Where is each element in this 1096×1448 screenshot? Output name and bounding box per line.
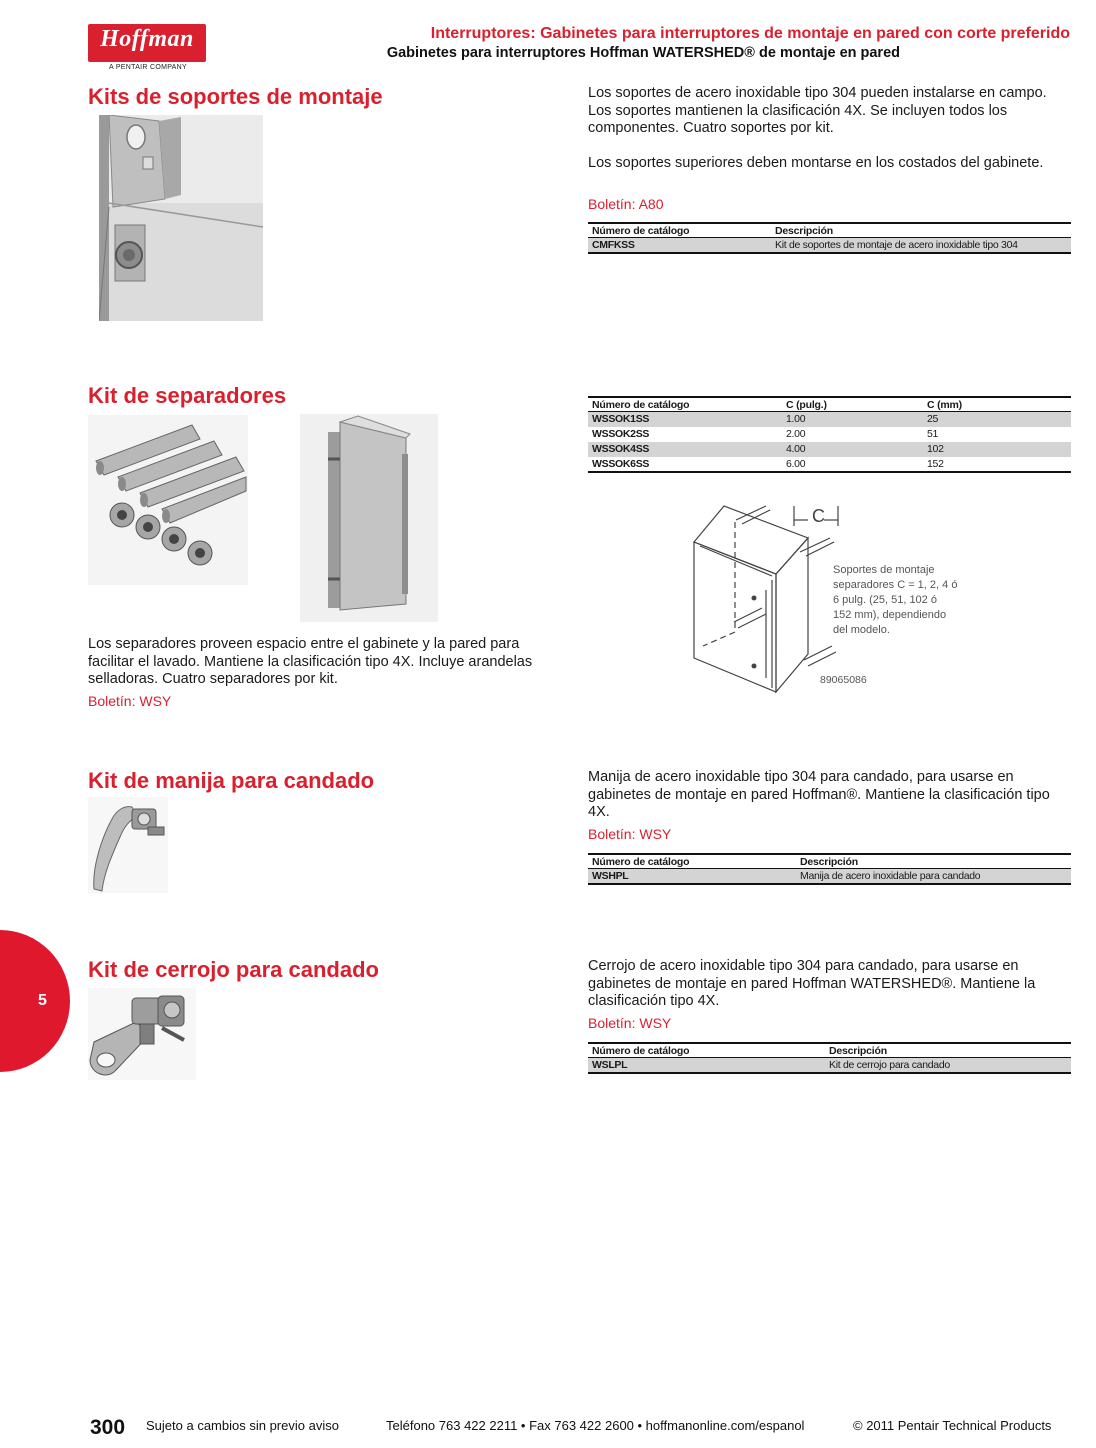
section-title-latch: Kit de cerrojo para candado bbox=[88, 957, 379, 982]
table-cell: 1.00 bbox=[782, 412, 923, 427]
section-title-spacers: Kit de separadores bbox=[88, 383, 287, 408]
table-header: Descripción bbox=[829, 1045, 887, 1057]
catalog-number: WSSOK6SS bbox=[592, 457, 650, 470]
table-cell: 4.00 bbox=[782, 442, 923, 457]
caption-line: del modelo. bbox=[833, 624, 890, 636]
caption-line: separadores C = 1, 2, 4 ó bbox=[833, 579, 958, 591]
table-header: C (pulg.) bbox=[786, 399, 827, 411]
table-header: Número de catálogo bbox=[592, 856, 690, 868]
spacers-diagram bbox=[688, 498, 848, 698]
catalog-number: WSSOK4SS bbox=[588, 442, 782, 457]
catalog-number: WSSOK1SS bbox=[588, 412, 782, 427]
table-row bbox=[588, 869, 1071, 884]
spacers-photo bbox=[88, 415, 248, 585]
spacers-description: Los separadores proveen espacio entre el gabinete y la pared para facilitar el lavado. Mantiene la clasificación tipo 4X. Incluye arandelas selladoras. Cuatro separadores por kit. bbox=[88, 636, 533, 687]
latch-description: Cerrojo de acero inoxidable tipo 304 para candado, para usarse en gabinetes de montaje en pared Hoffman WATERSHED®. Mantiene la clasificación tipo 4X. bbox=[588, 958, 1036, 1009]
diagram-caption bbox=[833, 563, 983, 638]
table-header: Descripción bbox=[800, 856, 858, 868]
table-header-row bbox=[588, 397, 1071, 412]
padlock-handle-photo bbox=[88, 797, 168, 893]
page-number: 300 bbox=[90, 1416, 126, 1439]
mounting-bulletin: Boletín: A80 bbox=[588, 196, 664, 212]
table-cell: 102 bbox=[923, 442, 1071, 457]
chapter-tab bbox=[0, 930, 70, 1072]
table-cell: Kit de soportes de montaje de acero inoxidable tipo 304 bbox=[771, 238, 1071, 253]
table-row bbox=[588, 238, 1071, 253]
caption-line: Soportes de montaje bbox=[833, 564, 935, 576]
header-subtitle: Gabinetes para interruptores Hoffman WATERSHED® de montaje en pared bbox=[386, 45, 900, 61]
latch-table bbox=[588, 1042, 1071, 1074]
table-cell: Manija de acero inoxidable para candado bbox=[796, 869, 1071, 884]
table-row bbox=[588, 1058, 1071, 1073]
logo-text: Hoffman bbox=[100, 26, 194, 52]
dimension-c-label: C bbox=[812, 506, 825, 526]
footer-copyright: © 2011 Pentair Technical Products bbox=[853, 1418, 1052, 1433]
table-header: Número de catálogo bbox=[592, 225, 690, 237]
table-header-row bbox=[588, 1043, 1071, 1058]
latch-bulletin: Boletín: WSY bbox=[588, 1015, 672, 1031]
catalog-number: WSHPL bbox=[588, 869, 796, 884]
table-row bbox=[588, 412, 1071, 427]
mounting-note: Los soportes superiores deben montarse en los costados del gabinete. bbox=[588, 155, 1044, 171]
drawing-number: 89065086 bbox=[820, 674, 867, 686]
table-header-row bbox=[588, 223, 1071, 238]
table-cell: 6.00 bbox=[786, 457, 806, 470]
handle-description: Manija de acero inoxidable tipo 304 para candado, para usarse en gabinetes de montaje en pared Hoffman®. Mantiene la clasificación tipo 4X. bbox=[588, 769, 1050, 820]
section-title-mounting: Kits de soportes de montaje bbox=[88, 84, 383, 109]
caption-line: 152 mm), dependiendo bbox=[833, 609, 947, 621]
table-row bbox=[588, 442, 1071, 457]
logo-subtitle: A PENTAIR COMPANY bbox=[109, 64, 187, 71]
table-cell: 2.00 bbox=[786, 428, 806, 440]
table-cell: 152 bbox=[927, 457, 944, 470]
section-title-handle: Kit de manija para candado bbox=[88, 768, 375, 793]
table-header: Número de catálogo bbox=[592, 399, 690, 411]
spacers-bulletin: Boletín: WSY bbox=[88, 693, 172, 709]
header-title: Interruptores: Gabinetes para interruptores de montaje en pared con corte preferido bbox=[430, 25, 1070, 42]
handle-bulletin: Boletín: WSY bbox=[588, 826, 672, 842]
spacers-table bbox=[588, 396, 1071, 473]
footer-contact: Teléfono 763 422 2211 • Fax 763 422 2600 • hoffmanonline.com/espanol bbox=[386, 1418, 805, 1433]
table-row bbox=[588, 427, 1071, 442]
table-cell: Kit de cerrojo para candado bbox=[825, 1058, 1071, 1073]
footer-notice: Sujeto a cambios sin previo aviso bbox=[146, 1418, 339, 1433]
chapter-number: 5 bbox=[38, 992, 47, 1009]
handle-table bbox=[588, 853, 1071, 885]
padlock-latch-photo bbox=[88, 988, 196, 1080]
caption-line: 6 pulg. (25, 51, 102 ó bbox=[833, 594, 937, 606]
table-cell: 25 bbox=[923, 412, 1071, 427]
spacers-enclosure-photo bbox=[300, 414, 438, 622]
mounting-table bbox=[588, 222, 1071, 254]
table-header: Descripción bbox=[775, 225, 833, 237]
mounting-bracket-photo bbox=[99, 115, 263, 321]
table-header: Número de catálogo bbox=[592, 1045, 690, 1057]
catalog-number: WSLPL bbox=[588, 1058, 825, 1073]
table-header-row bbox=[588, 854, 1071, 869]
table-header: C (mm) bbox=[927, 399, 962, 411]
table-cell: 51 bbox=[927, 428, 939, 440]
catalog-number: WSSOK2SS bbox=[592, 428, 650, 440]
table-row bbox=[588, 457, 1071, 472]
mounting-description: Los soportes de acero inoxidable tipo 304 pueden instalarse en campo. Los soportes mantienen la clasificación 4X. Se incluyen todos los componentes. Cuatro soportes por kit. bbox=[588, 85, 1047, 136]
catalog-number: CMFKSS bbox=[588, 238, 771, 253]
